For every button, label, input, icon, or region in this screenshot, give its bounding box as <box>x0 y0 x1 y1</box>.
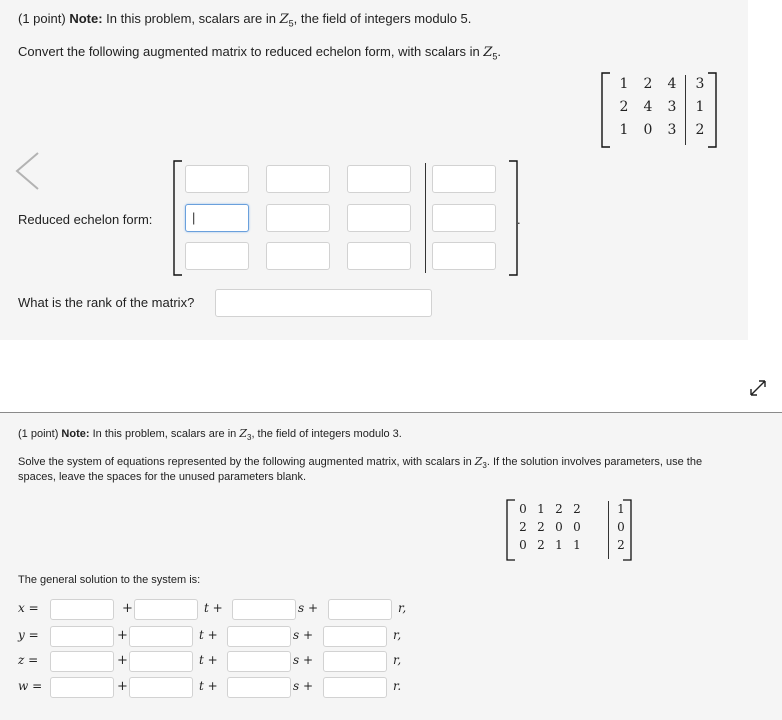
w-plus-1: + <box>117 679 128 694</box>
field-subscript: 3 <box>246 433 252 443</box>
matrix-right-bracket <box>706 72 718 148</box>
field-symbol: Z <box>483 45 493 60</box>
answer-cell-2-3[interactable] <box>347 204 411 232</box>
matrix-cell-3-3: 3 <box>667 122 677 138</box>
z-s-coefficient-input[interactable] <box>227 651 291 672</box>
y-t-plus: t + <box>199 628 218 642</box>
note-label: Note: <box>61 428 90 440</box>
matrix-cell-3-4: 1 <box>573 538 581 552</box>
answer-cell-3-1[interactable] <box>185 242 249 270</box>
note-text: In this problem, scalars are in <box>102 11 280 26</box>
matrix-left-bracket <box>600 72 612 148</box>
matrix-cell-2-5: 0 <box>617 520 625 534</box>
matrix-cell-2-3: 0 <box>555 520 563 534</box>
augment-line <box>685 75 686 145</box>
w-r-coefficient-input[interactable] <box>323 677 387 698</box>
note-suffix: , the field of integers modulo 5. <box>293 11 472 26</box>
var-label-x: x = <box>18 601 39 615</box>
answer-augment-line <box>425 163 426 273</box>
z-t-plus: t + <box>199 653 218 667</box>
z-t-coefficient-input[interactable] <box>129 651 193 672</box>
rank-input[interactable] <box>215 289 432 317</box>
answer-cell-1-2[interactable] <box>266 165 330 193</box>
matrix-left-bracket <box>505 499 517 561</box>
answer-cell-2-1-active[interactable] <box>185 204 249 232</box>
matrix-cell-3-2: 0 <box>643 122 653 138</box>
general-solution-label: The general solution to the system is: <box>18 574 201 586</box>
augment-line <box>608 501 609 559</box>
x-s-plus: s + <box>298 601 319 615</box>
y-constant-input[interactable] <box>50 626 114 647</box>
matrix-cell-3-1: 0 <box>519 538 527 552</box>
w-r-ending: r. <box>393 679 402 693</box>
var-label-z: z = <box>18 653 39 667</box>
y-s-coefficient-input[interactable] <box>227 626 291 647</box>
var-label-y: y = <box>18 628 39 642</box>
matrix-cell-1-5: 1 <box>617 502 625 516</box>
matrix-cell-2-3: 3 <box>667 99 677 115</box>
y-r-coefficient-input[interactable] <box>323 626 387 647</box>
matrix-cell-1-4: 2 <box>573 502 581 516</box>
w-t-coefficient-input[interactable] <box>129 677 193 698</box>
w-constant-input[interactable] <box>50 677 114 698</box>
matrix-cell-3-2: 2 <box>537 538 545 552</box>
w-s-plus: s + <box>293 679 314 693</box>
y-plus-1: + <box>117 628 128 643</box>
z-r-coefficient-input[interactable] <box>323 651 387 672</box>
problem-1-note <box>18 11 471 29</box>
points-label: (1 point) <box>18 11 70 26</box>
matrix-cell-2-4: 1 <box>695 99 705 115</box>
w-s-coefficient-input[interactable] <box>227 677 291 698</box>
matrix-cell-1-4: 3 <box>695 76 705 92</box>
z-constant-input[interactable] <box>50 651 114 672</box>
answer-cell-2-4[interactable] <box>432 204 496 232</box>
spacer <box>0 340 782 412</box>
answer-cell-1-3[interactable] <box>347 165 411 193</box>
instruction-text: Solve the system of equations represented by the following augmented matrix, with scalars in <box>18 456 475 468</box>
matrix-cell-2-1: 2 <box>619 99 629 115</box>
instruction-end: . <box>497 44 502 59</box>
instruction-end: . If the solution involves parameters, use the <box>486 456 703 468</box>
matrix-cell-2-1: 2 <box>519 520 527 534</box>
x-r-coefficient-input[interactable] <box>328 599 392 620</box>
answer-cell-3-4[interactable] <box>432 242 496 270</box>
field-subscript: 5 <box>288 18 294 29</box>
matrix-cell-1-1: 1 <box>619 76 629 92</box>
matrix-cell-2-2: 2 <box>537 520 545 534</box>
answer-left-bracket <box>172 160 184 276</box>
points-label: (1 point) <box>18 428 62 440</box>
matrix-cell-1-2: 1 <box>537 502 545 516</box>
z-r-ending: r, <box>393 653 402 667</box>
matrix-cell-1-3: 4 <box>667 76 677 92</box>
y-t-coefficient-input[interactable] <box>129 626 193 647</box>
matrix-cell-3-1: 1 <box>619 122 629 138</box>
x-r-ending: r, <box>398 601 407 615</box>
x-t-plus: t + <box>204 601 223 615</box>
answer-cell-3-2[interactable] <box>266 242 330 270</box>
instruction-text: Convert the following augmented matrix to reduced echelon form, with scalars in <box>18 44 484 59</box>
x-constant-input[interactable] <box>50 599 114 620</box>
y-r-ending: r, <box>393 628 402 642</box>
x-t-coefficient-input[interactable] <box>134 599 198 620</box>
y-s-plus: s + <box>293 628 314 642</box>
problem-2-instruction-1 <box>18 455 702 470</box>
x-plus-1: + <box>122 601 133 616</box>
field-subscript: 5 <box>492 51 498 62</box>
note-label: Note: <box>69 11 103 26</box>
matrix-cell-3-4: 2 <box>695 122 705 138</box>
matrix-cell-3-5: 2 <box>617 538 625 552</box>
matrix-cell-1-1: 0 <box>519 502 527 516</box>
z-plus-1: + <box>117 653 128 668</box>
problem-2-instruction-2: spaces, leave the spaces for the unused parameters blank. <box>18 471 307 483</box>
field-subscript: 3 <box>482 461 487 471</box>
x-s-coefficient-input[interactable] <box>232 599 296 620</box>
note-suffix: , the field of integers modulo 3. <box>251 428 402 440</box>
w-t-plus: t + <box>199 679 218 693</box>
matrix-cell-2-4: 0 <box>573 520 581 534</box>
field-symbol: Z <box>239 427 247 440</box>
matrix-cell-1-2: 2 <box>643 76 653 92</box>
answer-cell-2-2[interactable] <box>266 204 330 232</box>
z-s-plus: s + <box>293 653 314 667</box>
matrix-period: . <box>517 212 521 227</box>
field-symbol: Z <box>474 455 483 468</box>
matrix-cell-2-2: 4 <box>643 99 653 115</box>
matrix-cell-1-3: 2 <box>555 502 563 516</box>
answer-cell-3-3[interactable] <box>347 242 411 270</box>
note-text: In this problem, scalars are in <box>89 428 240 440</box>
var-label-w: w = <box>18 679 43 693</box>
text-cursor: | <box>192 210 196 225</box>
resize-diagonal-icon[interactable] <box>748 378 768 398</box>
reduced-echelon-label: Reduced echelon form: <box>18 212 153 227</box>
field-symbol: Z <box>279 12 289 27</box>
rank-question: What is the rank of the matrix? <box>18 295 195 310</box>
chevron-left-icon[interactable] <box>12 150 42 192</box>
problem-2-note <box>18 427 402 442</box>
answer-cell-1-4[interactable] <box>432 165 496 193</box>
answer-cell-1-1[interactable] <box>185 165 249 193</box>
matrix-cell-3-3: 1 <box>555 538 563 552</box>
problem-1-instruction <box>18 44 501 62</box>
